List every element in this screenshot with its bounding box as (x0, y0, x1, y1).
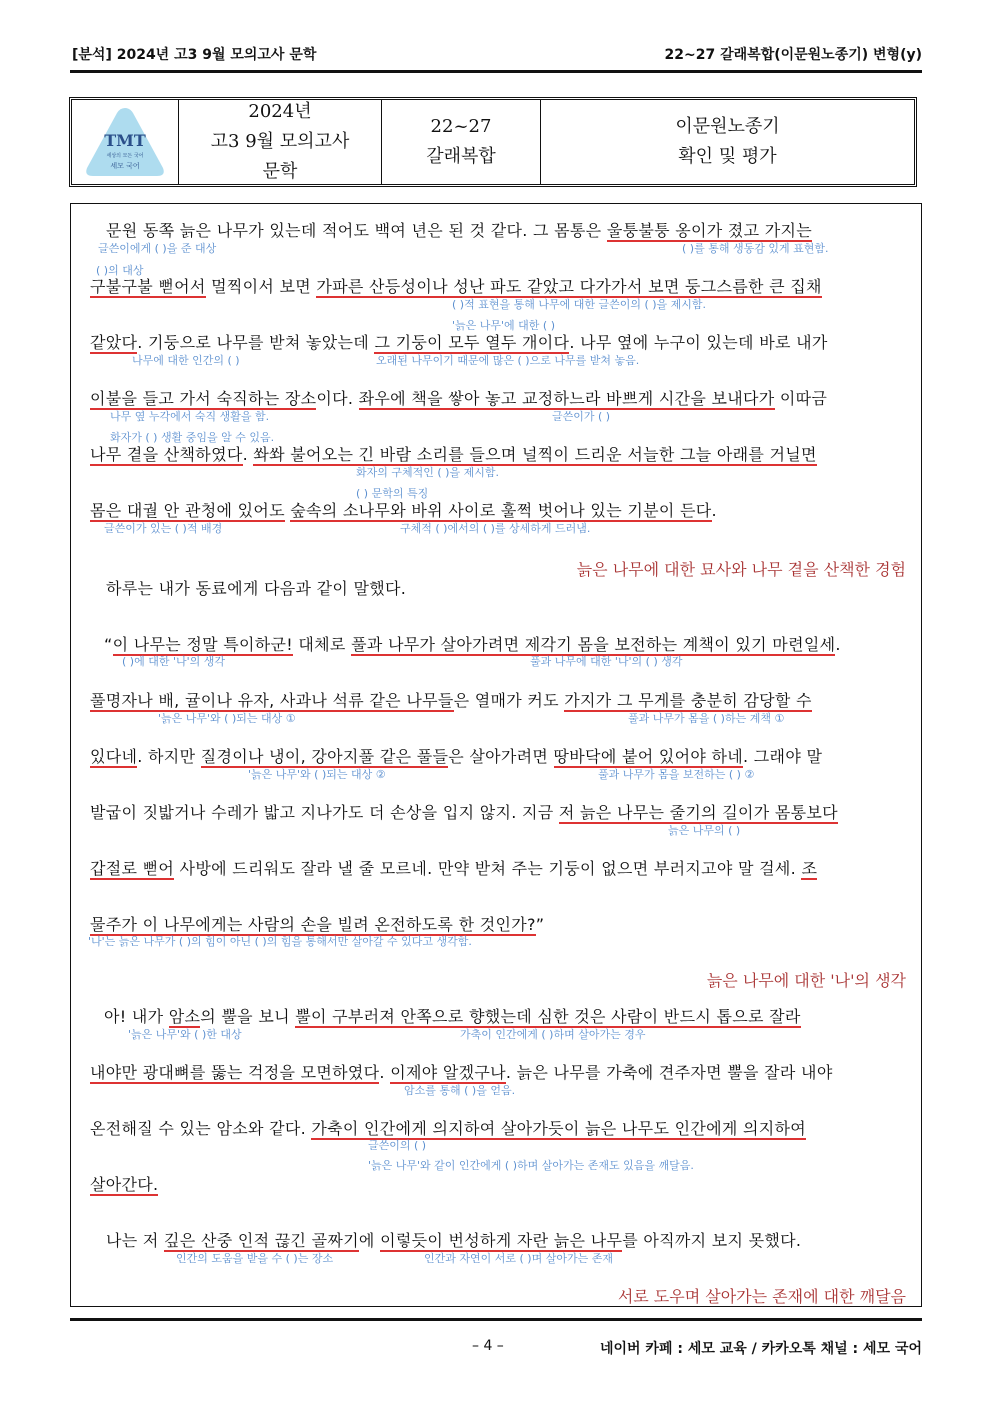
annotation: ( )에 대한 '나'의 생각 (122, 655, 225, 668)
header-right: 22~27 갈래복합(이문원노종기) 변형(y) (664, 47, 922, 63)
annotation: 풀과 나무가 몸을 보전하는 ( ) ② (598, 768, 755, 781)
annotation: ( ) 문학의 특징 (356, 487, 429, 500)
annotation: 풀과 나무가 몸을 ( )하는 계책 ① (628, 712, 785, 725)
header-rule (70, 70, 922, 73)
annotation: '늙은 나무'와 ( )되는 대상 ① (158, 712, 296, 725)
work-subtitle: 확인 및 평가 (678, 146, 777, 167)
footer-rule (70, 1318, 922, 1321)
annotation: 늙은 나무의 ( ) (668, 824, 741, 837)
passage-line-3: 같았다. 기둥으로 나무를 받쳐 놓았는데 그 기둥이 모두 열두 개이다. 나무 옆에 누구이 있는데 바로 내가 (90, 333, 828, 352)
logo-name: 세모 국어 (110, 162, 140, 170)
annotation: 나무에 대한 인간의 ( ) (132, 354, 240, 367)
title-box (69, 97, 917, 187)
passage-line-18: 나는 저 깊은 산중 인적 끊긴 골짜기에 이렇듯이 번성하게 자란 늙은 나무를 아직까지 보지 못했다. (106, 1231, 802, 1250)
annotation: 화자의 구체적인 ( )을 제시함. (356, 466, 499, 479)
annotation: '나'는 늙은 나무가 ( )의 힘이 아닌 ( )의 힘을 통해서만 살아갈 수 있다고 생각함. (88, 935, 472, 948)
passage-line-6: 몸은 대궐 안 관청에 있어도 숲속의 소나무와 바위 사이로 훌쩍 벗어나 있는 기분이 든다. (90, 501, 717, 520)
annotation: '늙은 나무'와 ( )되는 대상 ② (248, 768, 386, 781)
range-cell (382, 100, 541, 184)
exam-year: 2024년 (248, 101, 312, 122)
annotation: 화자가 ( ) 생활 중임을 알 수 있음. (110, 431, 275, 444)
passage-line-7: 하루는 내가 동료에게 다음과 같이 말했다. (106, 579, 407, 598)
annotation: 인간과 자연이 서로 ( )며 살아가는 존재 (424, 1252, 613, 1265)
annotation: '늙은 나무'에 대한 ( ) (452, 319, 555, 332)
passage-line-12: 갑절로 뻗어 사방에 드리워도 잘라 낼 줄 모르네. 만약 받쳐 주는 기둥이 없으면 부러지고야 말 걸세. 조 (90, 859, 818, 878)
annotation: 나무 옆 누각에서 숙직 생활을 함. (110, 410, 270, 423)
annotation: 가축이 인간에게 ( )하며 살아가는 경우 (460, 1028, 646, 1041)
annotation: 오래된 나무이기 때문에 많은 ( )으로 나무를 받쳐 놓음. (376, 354, 640, 367)
section-summary-2: 늙은 나무에 대한 '나'의 생각 (706, 971, 906, 990)
svg-text:TMT: TMT (104, 131, 146, 150)
logo-tagline: 세상의 모든 국어 (106, 153, 144, 159)
passage-line-5: 나무 곁을 산책하였다. 쏴쏴 불어오는 긴 바람 소리를 들으며 널찍이 드리운 서늘한 그늘 아래를 거닐면 (90, 445, 817, 464)
passage-line-8: “이 나무는 정말 특이하군! 대체로 풀과 나무가 살아가려면 제각기 몸을 보전하는 계책이 있기 마련일세. (104, 635, 841, 654)
passage-line-2: 구불구불 뻗어서 멀찍이서 보면 가파른 산등성이나 성난 파도 같았고 다가가서 보면 둥그스름한 큰 집채 (90, 277, 822, 296)
annotation: ( )를 통해 생동감 있게 표현함. (682, 242, 829, 255)
section-summary-3: 서로 도우며 살아가는 존재에 대한 깨달음 (617, 1287, 906, 1306)
logo-cell (72, 100, 179, 184)
annotation: 인간의 도움을 받을 수 ( )는 장소 (176, 1252, 334, 1265)
footer-channel: 네이버 카페 : 세모 교육 / 카카오톡 채널 : 세모 국어 (599, 1341, 922, 1357)
annotation: 글쓴이에게 ( )을 준 대상 (98, 242, 217, 255)
annotation: 글쓴이가 있는 ( )적 배경 (104, 522, 223, 535)
exam-name: 고3 9월 모의고사 (210, 131, 350, 152)
annotation: 글쓴이의 ( ) (368, 1139, 427, 1152)
passage-line-10: 있다네. 하지만 질경이나 냉이, 강아지풀 같은 풀들은 살아가려면 땅바닥에 붙어 있어야 하네. 그래야 말 (90, 747, 823, 766)
header-left: [분석] 2024년 고3 9월 모의고사 문학 (72, 47, 317, 63)
annotation: 암소를 통해 ( )을 얻음. (404, 1084, 516, 1097)
exam-cell (179, 100, 382, 184)
passage-line-14: 아! 내가 암소의 뿔을 보니 뿔이 구부러져 안쪽으로 향했는데 심한 것은 사람이 반드시 톱으로 잘라 (104, 1007, 801, 1026)
passage-line-1: 문원 동쪽 늙은 나무가 있는데 적어도 백여 년은 된 것 같다. 그 몸통은 울퉁불퉁 옹이가 졌고 가지는 (106, 221, 813, 240)
annotation: 풀과 나무에 대한 '나'의 ( ) 생각 (530, 655, 683, 668)
exam-subject: 문학 (262, 161, 298, 182)
annotation: ( )적 표현을 통해 나무에 대한 글쓴이의 ( )을 제시함. (452, 298, 707, 311)
annotation: 구체적 ( )에서의 ( )를 상세하게 드러냄. (400, 522, 591, 535)
annotation: '늙은 나무'와 ( )한 대상 (128, 1028, 242, 1041)
passage-line-17: 살아간다. (90, 1175, 159, 1194)
passage-line-16: 온전해질 수 있는 암소와 같다. 가축이 인간에게 의지하여 살아가듯이 늙은 나무도 인간에게 의지하여 (90, 1119, 807, 1138)
passage-line-15: 내야만 광대뼈를 뚫는 걱정을 모면하였다. 이제야 알겠구나. 늙은 나무를 가축에 견주자면 뿔을 잘라 내야 (90, 1063, 833, 1082)
section-summary-1: 늙은 나무에 대한 묘사와 나무 곁을 산책한 경험 (576, 560, 906, 579)
annotation: 글쓴이가 ( ) (552, 410, 611, 423)
work-cell (541, 100, 914, 184)
annotation: ( )의 대상 (96, 264, 144, 277)
logo-icon (83, 104, 167, 180)
annotation: '늙은 나무'와 같이 인간에게 ( )하며 살아가는 존재도 있음을 깨달음. (368, 1159, 694, 1172)
passage-line-9: 풀명자나 배, 귤이나 유자, 사과나 석류 같은 나무들은 열매가 커도 가지가 그 무게를 충분히 감당할 수 (90, 691, 812, 710)
passage-line-4: 이불을 들고 가서 숙직하는 장소이다. 좌우에 책을 쌓아 놓고 교정하느라 바쁘게 시간을 보내다가 이따금 (90, 389, 828, 408)
question-type: 갈래복합 (426, 146, 496, 167)
question-range: 22~27 (430, 116, 492, 137)
passage-line-13: 물주가 이 나무에게는 사람의 손을 빌려 온전하도록 한 것인가?” (90, 915, 545, 934)
passage-line-11: 발굽이 짓밟거나 수레가 밟고 지나가도 더 손상을 입지 않지. 지금 저 늙은 나무는 줄기의 길이가 몸통보다 (90, 803, 838, 822)
work-title: 이문원노종기 (675, 116, 780, 137)
page-number: – 4 – (472, 1338, 504, 1354)
